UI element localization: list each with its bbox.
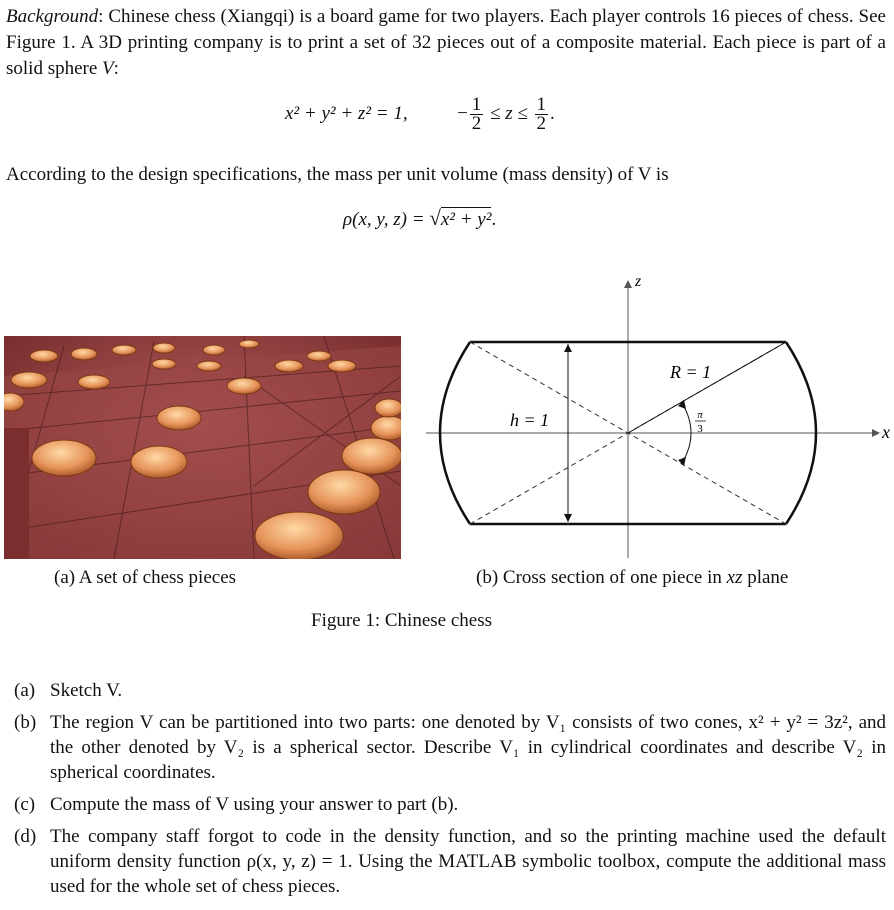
- half-fraction-left: [470, 96, 484, 133]
- angle-denominator: 3: [697, 423, 703, 435]
- radicand: x² + y²: [440, 209, 492, 230]
- chess-board-image: [4, 336, 401, 559]
- caption-a: (a) A set of chess pieces: [54, 567, 237, 588]
- angle-numerator: π: [697, 409, 703, 421]
- period: .: [550, 102, 555, 124]
- half-fraction-right: [535, 96, 549, 133]
- background-text: : Chinese chess (Xiangqi) is a board game for two players. Each player controls 16 pieces of chess. See Figure 1. A 3D printing company is to print a set of 32 pieces out of a composite material. Each piece is part of a solid sphere: [6, 6, 886, 79]
- radius-line: [628, 342, 786, 433]
- colon: :: [113, 58, 119, 79]
- question-label: (d): [14, 826, 37, 847]
- question-text: Compute the mass of V using your answer to part (b).: [50, 794, 459, 815]
- density-lhs: ρ(x, y, z) =: [343, 209, 430, 230]
- question-text: The company staff forgot to code in the density function, and so the printing machine used the default uniform density function ρ(x, y, z) = 1. Using the MATLAB symbolic toolbox, compute the additional mass used for the whole set of chess pieces.: [50, 826, 886, 897]
- caption-b-prefix: (b) Cross section of one piece in: [476, 567, 727, 588]
- sphere-equation-lhs: x² + y² + z² = 1,: [285, 102, 408, 124]
- question-label: (b): [14, 712, 37, 733]
- caption-b: [476, 567, 788, 589]
- inequality-mid: ≤ z ≤: [485, 102, 533, 124]
- question-d: [14, 824, 886, 899]
- background-lead: Background: [6, 6, 99, 27]
- cross-section-diagram: [420, 268, 894, 564]
- density-equation: [343, 206, 496, 231]
- x-axis-arrow-icon: [872, 429, 880, 437]
- question-text: The region V can be partitioned into two parts: one denoted by V₁ consists of two cones, x² + y² = 3z², and the other denoted by V₂ is a spherical sector. Describe V₁ in cylindrical coordinates and describe V₂ in spherical coordinates.: [50, 712, 886, 783]
- minus-sign: −: [457, 102, 468, 124]
- question-a: [14, 678, 886, 703]
- frac-den: 2: [536, 113, 547, 134]
- caption-b-suffix: plane: [742, 567, 789, 588]
- height-arrow-top-icon: [564, 344, 572, 352]
- question-list: [14, 678, 886, 906]
- height-arrow-bottom-icon: [564, 514, 572, 522]
- radius-label: R = 1: [670, 362, 712, 382]
- frac-num: 1: [471, 94, 482, 115]
- density-intro: According to the design specifications, the mass per unit volume (mass density) of V is: [6, 164, 669, 185]
- caption-b-math: xz: [726, 567, 743, 588]
- z-axis-label: z: [635, 273, 642, 290]
- question-label: (c): [14, 794, 36, 815]
- sphere-equation: [285, 96, 555, 133]
- frac-num: 1: [536, 94, 547, 115]
- period: .: [491, 209, 497, 230]
- figure-title: Figure 1: Chinese chess: [311, 610, 493, 631]
- height-label: h = 1: [510, 410, 550, 430]
- sqrt-icon: √: [429, 206, 441, 230]
- frac-den: 2: [471, 113, 482, 134]
- z-axis-arrow-icon: [624, 280, 632, 288]
- question-b: [14, 710, 886, 785]
- chess-photo: [4, 336, 401, 559]
- background-paragraph: [6, 4, 886, 82]
- question-c: [14, 792, 886, 817]
- question-text: Sketch V.: [50, 680, 123, 701]
- question-label: (a): [14, 680, 36, 701]
- var-v: V: [102, 58, 114, 79]
- x-axis-label: x: [882, 422, 890, 442]
